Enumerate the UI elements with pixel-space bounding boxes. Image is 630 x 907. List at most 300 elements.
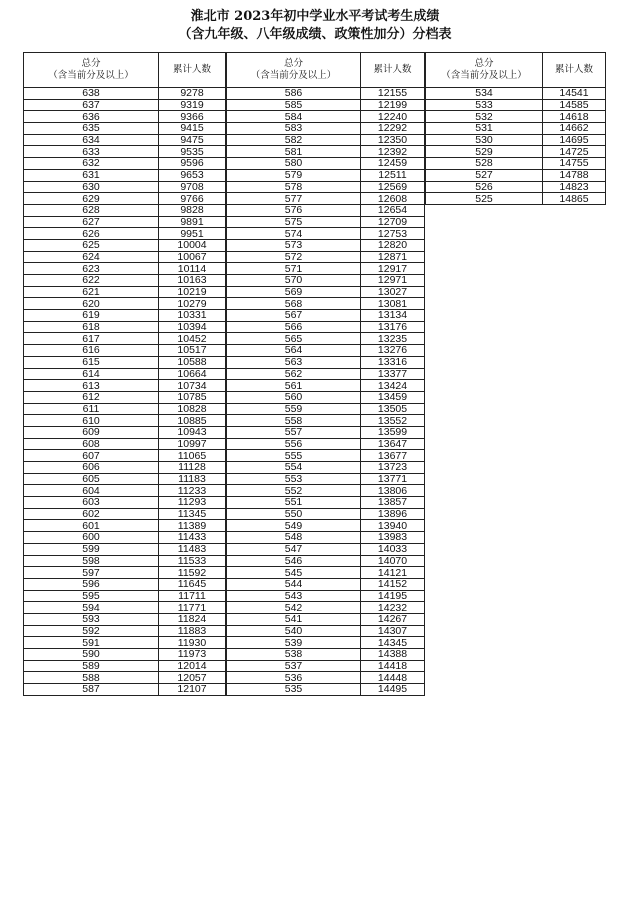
cumulative-cell: 10331 <box>159 310 226 322</box>
cumulative-cell: 14388 <box>361 649 425 661</box>
table-row <box>227 590 425 602</box>
cumulative-cell: 13235 <box>361 333 425 345</box>
score-cell: 529 <box>426 146 543 158</box>
table-row <box>426 181 606 193</box>
cumulative-cell: 14541 <box>543 88 606 100</box>
cumulative-cell: 13647 <box>361 438 425 450</box>
table-row <box>227 263 425 275</box>
cumulative-cell: 12917 <box>361 263 425 275</box>
table-row <box>227 532 425 544</box>
cumulative-cell: 10219 <box>159 286 226 298</box>
score-cell: 621 <box>24 286 159 298</box>
cumulative-cell: 9475 <box>159 134 226 146</box>
cumulative-cell: 10664 <box>159 368 226 380</box>
cumulative-cell: 12292 <box>361 123 425 135</box>
cumulative-cell: 13377 <box>361 368 425 380</box>
score-cell: 625 <box>24 239 159 251</box>
score-cell: 548 <box>227 532 361 544</box>
score-cell: 535 <box>227 684 361 696</box>
table-row <box>227 613 425 625</box>
score-cell: 572 <box>227 251 361 263</box>
score-cell: 552 <box>227 485 361 497</box>
table-row <box>227 239 425 251</box>
cumulative-cell: 12107 <box>159 684 226 696</box>
table-row <box>24 123 226 135</box>
score-cell: 578 <box>227 181 361 193</box>
table-row <box>426 111 606 123</box>
cumulative-cell: 13552 <box>361 415 425 427</box>
score-cell: 632 <box>24 158 159 170</box>
table-row <box>227 578 425 590</box>
table-row <box>24 613 226 625</box>
score-cell: 627 <box>24 216 159 228</box>
score-cell: 591 <box>24 637 159 649</box>
table-row <box>227 450 425 462</box>
score-cell: 600 <box>24 532 159 544</box>
cumulative-cell: 12240 <box>361 111 425 123</box>
cumulative-cell: 12155 <box>361 88 425 100</box>
cumulative-cell: 9415 <box>159 123 226 135</box>
score-cell: 538 <box>227 649 361 661</box>
score-cell: 575 <box>227 216 361 228</box>
cumulative-cell: 14121 <box>361 567 425 579</box>
table-row <box>227 567 425 579</box>
header-score-line1: 总分 <box>283 58 303 69</box>
score-cell: 558 <box>227 415 361 427</box>
cumulative-cell: 11930 <box>159 637 226 649</box>
cumulative-cell: 13857 <box>361 497 425 509</box>
table-row <box>227 380 425 392</box>
score-cell: 597 <box>24 567 159 579</box>
cumulative-cell: 11973 <box>159 649 226 661</box>
score-cell: 611 <box>24 403 159 415</box>
cumulative-cell: 9708 <box>159 181 226 193</box>
cumulative-cell: 13983 <box>361 532 425 544</box>
score-cell: 589 <box>24 660 159 672</box>
score-cell: 567 <box>227 310 361 322</box>
score-cell: 583 <box>227 123 361 135</box>
table-row <box>24 660 226 672</box>
header-score <box>227 53 361 88</box>
cumulative-cell: 13940 <box>361 520 425 532</box>
cumulative-cell: 14725 <box>543 146 606 158</box>
header-score-line2: （含当前分及以上） <box>250 70 337 81</box>
score-table-2 <box>226 52 425 696</box>
table-row <box>227 99 425 111</box>
score-cell: 549 <box>227 520 361 532</box>
table-row <box>227 193 425 205</box>
cumulative-cell: 10394 <box>159 321 226 333</box>
score-cell: 584 <box>227 111 361 123</box>
header-score-line1: 总分 <box>474 58 494 69</box>
table-row <box>227 415 425 427</box>
page-title: 淮北市 2023年初中学业水平考试考生成绩 <box>190 9 440 24</box>
cumulative-cell: 11771 <box>159 602 226 614</box>
score-cell: 604 <box>24 485 159 497</box>
header-cumulative: 累计人数 <box>361 53 425 88</box>
cumulative-cell: 14033 <box>361 543 425 555</box>
cumulative-cell: 13599 <box>361 426 425 438</box>
table-row <box>426 158 606 170</box>
table-row <box>24 158 226 170</box>
score-cell: 568 <box>227 298 361 310</box>
table-row <box>227 88 425 100</box>
score-cell: 544 <box>227 578 361 590</box>
cumulative-cell: 13806 <box>361 485 425 497</box>
cumulative-cell: 14823 <box>543 181 606 193</box>
cumulative-cell: 11293 <box>159 497 226 509</box>
score-cell: 528 <box>426 158 543 170</box>
table-row <box>24 462 226 474</box>
score-cell: 547 <box>227 543 361 555</box>
cumulative-cell: 12709 <box>361 216 425 228</box>
score-cell: 602 <box>24 508 159 520</box>
header-cumulative: 累计人数 <box>543 53 606 88</box>
score-cell: 546 <box>227 555 361 567</box>
table-row <box>24 415 226 427</box>
score-cell: 606 <box>24 462 159 474</box>
table-row <box>24 239 226 251</box>
table-row <box>426 169 606 181</box>
cumulative-cell: 12459 <box>361 158 425 170</box>
score-cell: 577 <box>227 193 361 205</box>
cumulative-cell: 12511 <box>361 169 425 181</box>
cumulative-cell: 12014 <box>159 660 226 672</box>
table-row <box>24 345 226 357</box>
cumulative-cell: 10588 <box>159 356 226 368</box>
cumulative-cell: 10734 <box>159 380 226 392</box>
cumulative-cell: 14585 <box>543 99 606 111</box>
cumulative-cell: 12608 <box>361 193 425 205</box>
table-row <box>227 520 425 532</box>
cumulative-cell: 10943 <box>159 426 226 438</box>
header-score <box>24 53 159 88</box>
cumulative-cell: 12569 <box>361 181 425 193</box>
cumulative-cell: 13723 <box>361 462 425 474</box>
cumulative-cell: 9766 <box>159 193 226 205</box>
score-cell: 566 <box>227 321 361 333</box>
score-cell: 588 <box>24 672 159 684</box>
cumulative-cell: 9366 <box>159 111 226 123</box>
table-row <box>227 123 425 135</box>
table-row <box>227 345 425 357</box>
cumulative-cell: 9951 <box>159 228 226 240</box>
score-cell: 628 <box>24 204 159 216</box>
cumulative-cell: 13027 <box>361 286 425 298</box>
table-row <box>227 426 425 438</box>
table-row <box>227 508 425 520</box>
table-row <box>24 204 226 216</box>
score-cell: 564 <box>227 345 361 357</box>
table-row <box>24 555 226 567</box>
table-row <box>24 426 226 438</box>
cumulative-cell: 11533 <box>159 555 226 567</box>
cumulative-cell: 11483 <box>159 543 226 555</box>
table-row <box>24 485 226 497</box>
table-row <box>227 134 425 146</box>
cumulative-cell: 10163 <box>159 275 226 287</box>
table-row <box>24 181 226 193</box>
table-header-row <box>24 53 226 88</box>
table-row <box>24 520 226 532</box>
cumulative-cell: 12057 <box>159 672 226 684</box>
cumulative-cell: 13176 <box>361 321 425 333</box>
cumulative-cell: 13505 <box>361 403 425 415</box>
table-row <box>24 99 226 111</box>
table-row <box>24 88 226 100</box>
table-row <box>227 333 425 345</box>
cumulative-cell: 12871 <box>361 251 425 263</box>
score-cell: 631 <box>24 169 159 181</box>
table-row <box>24 532 226 544</box>
table-row <box>227 649 425 661</box>
table-row <box>24 251 226 263</box>
score-cell: 616 <box>24 345 159 357</box>
cumulative-cell: 13677 <box>361 450 425 462</box>
score-cell: 607 <box>24 450 159 462</box>
score-cell: 554 <box>227 462 361 474</box>
table-row <box>426 99 606 111</box>
score-cell: 590 <box>24 649 159 661</box>
table-row <box>227 660 425 672</box>
table-row <box>227 543 425 555</box>
score-cell: 623 <box>24 263 159 275</box>
cumulative-cell: 12392 <box>361 146 425 158</box>
score-cell: 550 <box>227 508 361 520</box>
table-row <box>227 438 425 450</box>
table-row <box>227 462 425 474</box>
cumulative-cell: 13276 <box>361 345 425 357</box>
table-row <box>24 310 226 322</box>
score-cell: 612 <box>24 391 159 403</box>
score-cell: 587 <box>24 684 159 696</box>
table-row <box>426 146 606 158</box>
table-row <box>227 216 425 228</box>
cumulative-cell: 14618 <box>543 111 606 123</box>
table-row <box>227 158 425 170</box>
score-cell: 526 <box>426 181 543 193</box>
score-cell: 559 <box>227 403 361 415</box>
score-cell: 534 <box>426 88 543 100</box>
header-score-line1: 总分 <box>81 58 101 69</box>
score-cell: 598 <box>24 555 159 567</box>
table-row <box>227 391 425 403</box>
cumulative-cell: 10517 <box>159 345 226 357</box>
cumulative-cell: 10279 <box>159 298 226 310</box>
score-cell: 586 <box>227 88 361 100</box>
score-cell: 531 <box>426 123 543 135</box>
score-cell: 574 <box>227 228 361 240</box>
cumulative-cell: 13316 <box>361 356 425 368</box>
cumulative-cell: 12199 <box>361 99 425 111</box>
table-row <box>227 473 425 485</box>
cumulative-cell: 11128 <box>159 462 226 474</box>
score-cell: 555 <box>227 450 361 462</box>
cumulative-cell: 13459 <box>361 391 425 403</box>
table-row <box>24 567 226 579</box>
cumulative-cell: 13896 <box>361 508 425 520</box>
score-cell: 562 <box>227 368 361 380</box>
score-cell: 537 <box>227 660 361 672</box>
table-row <box>24 497 226 509</box>
cumulative-cell: 11433 <box>159 532 226 544</box>
score-cell: 582 <box>227 134 361 146</box>
table-row <box>24 450 226 462</box>
cumulative-cell: 11883 <box>159 625 226 637</box>
table-row <box>426 134 606 146</box>
score-cell: 576 <box>227 204 361 216</box>
table-row <box>227 310 425 322</box>
table-row <box>227 298 425 310</box>
score-cell: 553 <box>227 473 361 485</box>
table-row <box>227 485 425 497</box>
table-row <box>24 356 226 368</box>
score-cell: 637 <box>24 99 159 111</box>
score-cell: 570 <box>227 275 361 287</box>
table-row <box>227 251 425 263</box>
table-header-row <box>227 53 425 88</box>
header-cumulative: 累计人数 <box>159 53 226 88</box>
cumulative-cell: 9535 <box>159 146 226 158</box>
score-cell: 605 <box>24 473 159 485</box>
table-row <box>227 146 425 158</box>
score-cell: 533 <box>426 99 543 111</box>
cumulative-cell: 14152 <box>361 578 425 590</box>
table-row <box>24 111 226 123</box>
cumulative-cell: 14695 <box>543 134 606 146</box>
cumulative-cell: 10785 <box>159 391 226 403</box>
table-row <box>227 111 425 123</box>
table-row <box>24 193 226 205</box>
table-row <box>24 637 226 649</box>
table-row <box>426 88 606 100</box>
table-row <box>24 543 226 555</box>
cumulative-cell: 12820 <box>361 239 425 251</box>
score-cell: 629 <box>24 193 159 205</box>
cumulative-cell: 14070 <box>361 555 425 567</box>
cumulative-cell: 14195 <box>361 590 425 602</box>
cumulative-cell: 13134 <box>361 310 425 322</box>
score-cell: 585 <box>227 99 361 111</box>
score-cell: 541 <box>227 613 361 625</box>
cumulative-cell: 11592 <box>159 567 226 579</box>
cumulative-cell: 12971 <box>361 275 425 287</box>
score-cell: 539 <box>227 637 361 649</box>
cumulative-cell: 14267 <box>361 613 425 625</box>
cumulative-cell: 10452 <box>159 333 226 345</box>
table-row <box>426 123 606 135</box>
score-cell: 624 <box>24 251 159 263</box>
score-cell: 532 <box>426 111 543 123</box>
cumulative-cell: 10885 <box>159 415 226 427</box>
score-cell: 593 <box>24 613 159 625</box>
score-cell: 599 <box>24 543 159 555</box>
score-cell: 613 <box>24 380 159 392</box>
score-cell: 638 <box>24 88 159 100</box>
table-row <box>227 625 425 637</box>
cumulative-cell: 14755 <box>543 158 606 170</box>
score-cell: 603 <box>24 497 159 509</box>
score-cell: 557 <box>227 426 361 438</box>
table-row <box>227 204 425 216</box>
table-row <box>24 298 226 310</box>
cumulative-cell: 10004 <box>159 239 226 251</box>
table-row <box>24 391 226 403</box>
table-row <box>24 333 226 345</box>
score-cell: 636 <box>24 111 159 123</box>
score-cell: 608 <box>24 438 159 450</box>
page-subtitle: （含九年级、八年级成绩、政策性加分）分档表 <box>178 27 452 42</box>
cumulative-cell: 14232 <box>361 602 425 614</box>
score-cell: 633 <box>24 146 159 158</box>
table-row <box>227 228 425 240</box>
table-row <box>24 625 226 637</box>
cumulative-cell: 11645 <box>159 578 226 590</box>
cumulative-cell: 13081 <box>361 298 425 310</box>
cumulative-cell: 14418 <box>361 660 425 672</box>
table-header-row <box>426 53 606 88</box>
score-cell: 581 <box>227 146 361 158</box>
cumulative-cell: 11824 <box>159 613 226 625</box>
table-row <box>24 263 226 275</box>
cumulative-cell: 14495 <box>361 684 425 696</box>
table-row <box>24 438 226 450</box>
score-cell: 594 <box>24 602 159 614</box>
cumulative-cell: 11711 <box>159 590 226 602</box>
score-cell: 571 <box>227 263 361 275</box>
table-row <box>227 684 425 696</box>
table-row <box>24 286 226 298</box>
table-row <box>24 508 226 520</box>
score-cell: 563 <box>227 356 361 368</box>
cumulative-cell: 9596 <box>159 158 226 170</box>
cumulative-cell: 12753 <box>361 228 425 240</box>
cumulative-cell: 9828 <box>159 204 226 216</box>
score-cell: 596 <box>24 578 159 590</box>
score-cell: 551 <box>227 497 361 509</box>
score-cell: 619 <box>24 310 159 322</box>
table-row <box>426 193 606 205</box>
cumulative-cell: 10067 <box>159 251 226 263</box>
table-row <box>24 403 226 415</box>
score-cell: 573 <box>227 239 361 251</box>
table-row <box>24 684 226 696</box>
cumulative-cell: 10997 <box>159 438 226 450</box>
table-row <box>227 497 425 509</box>
score-cell: 560 <box>227 391 361 403</box>
cumulative-cell: 11183 <box>159 473 226 485</box>
score-cell: 620 <box>24 298 159 310</box>
table-row <box>24 169 226 181</box>
score-cell: 565 <box>227 333 361 345</box>
cumulative-cell: 9278 <box>159 88 226 100</box>
table-row <box>227 602 425 614</box>
table-row <box>24 216 226 228</box>
cumulative-cell: 14662 <box>543 123 606 135</box>
score-table-3 <box>425 52 606 205</box>
score-cell: 580 <box>227 158 361 170</box>
cumulative-cell: 9653 <box>159 169 226 181</box>
table-row <box>24 275 226 287</box>
table-row <box>24 228 226 240</box>
score-cell: 626 <box>24 228 159 240</box>
score-cell: 618 <box>24 321 159 333</box>
table-row <box>24 134 226 146</box>
cumulative-cell: 14448 <box>361 672 425 684</box>
cumulative-cell: 11345 <box>159 508 226 520</box>
cumulative-cell: 14345 <box>361 637 425 649</box>
table-row <box>227 672 425 684</box>
